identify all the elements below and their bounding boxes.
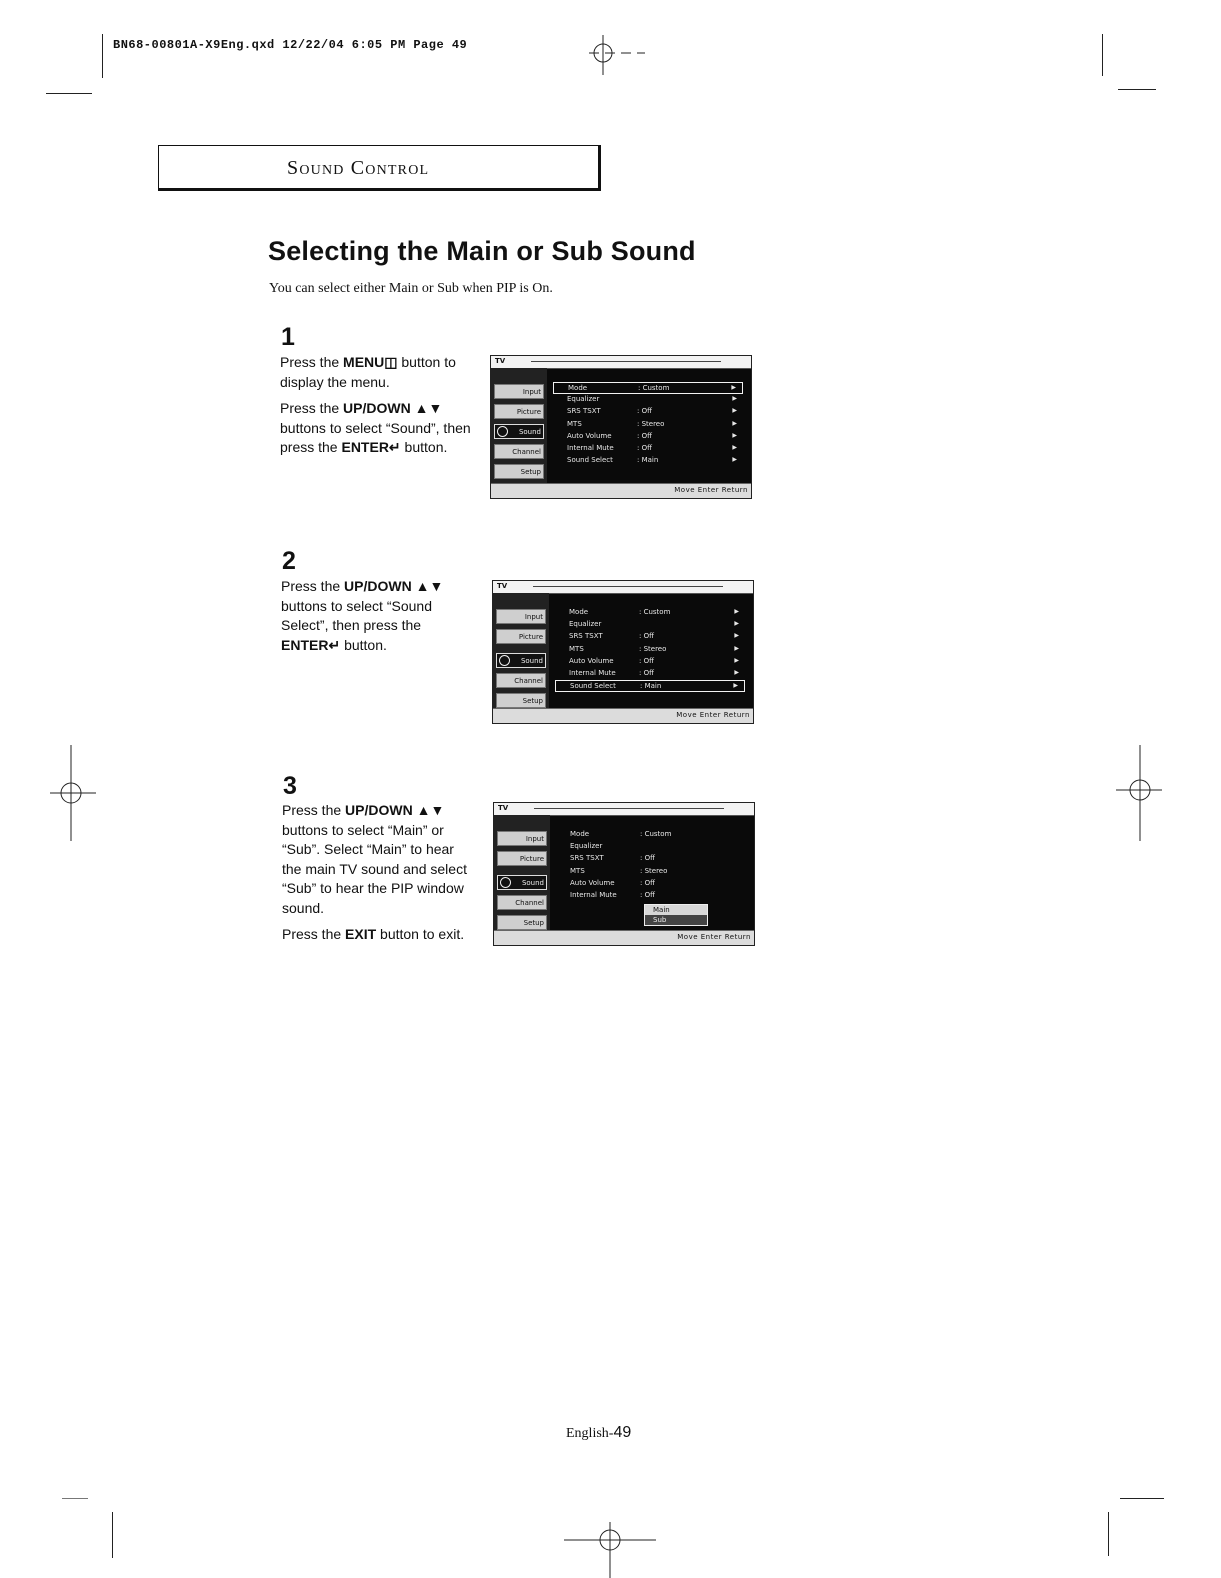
- popup-option-main: Main: [645, 905, 707, 915]
- osd-side-tabs: Input Picture Sound Channel Setup: [493, 593, 549, 709]
- osd-topbar-label: TV: [497, 582, 508, 590]
- arrow-right-icon: ▶: [732, 419, 737, 427]
- crop-mark: [112, 1512, 113, 1558]
- arrow-right-icon: ▶: [734, 620, 739, 628]
- registration-mark-icon: [560, 1522, 660, 1578]
- arrow-right-icon: ▶: [734, 668, 739, 676]
- arrow-right-icon: ▶: [732, 407, 737, 415]
- speaker-icon: [500, 877, 511, 888]
- crop-mark: [62, 1498, 88, 1499]
- arrow-right-icon: ▶: [734, 608, 739, 615]
- arrow-right-icon: ▶: [731, 384, 736, 391]
- osd-side-tabs: Input Picture Sound Channel Setup: [491, 368, 547, 484]
- intro-text: You can select either Main or Sub when PIP is On.: [269, 281, 553, 296]
- step-number: 1: [281, 323, 295, 351]
- sound-select-popup: [644, 904, 708, 926]
- osd-topbar-label: TV: [495, 357, 506, 365]
- arrow-right-icon: ▶: [734, 656, 739, 664]
- osd-topbar-label: TV: [498, 804, 509, 812]
- step-3-text: Press the UP/DOWN ▲▼ buttons to select “Main” or “Sub”. Select “Main” to hear the main TV sound and select “Sub” to hear the PIP window sound. Press the EXIT button to exit.: [282, 802, 467, 942]
- crop-mark: [102, 34, 103, 78]
- page-title: Selecting the Main or Sub Sound: [268, 236, 696, 266]
- osd-bottom-hint: Move Enter Return: [674, 486, 748, 494]
- arrow-right-icon: ▶: [732, 443, 737, 451]
- popup-option-sub: Sub: [645, 915, 707, 925]
- registration-mark-icon: [1114, 745, 1162, 841]
- crop-mark: [1108, 1512, 1109, 1556]
- print-slug: BN68-00801A-X9Eng.qxd 12/22/04 6:05 PM Page 49: [113, 38, 468, 52]
- step-1-text: Press the MENU◫ button to display the menu. Press the UP/DOWN ▲▼ buttons to select “Sound”, then press the ENTER↵ button.: [280, 354, 471, 455]
- crop-mark: [1120, 1498, 1164, 1499]
- arrow-right-icon: ▶: [732, 395, 737, 403]
- crop-mark: [1118, 89, 1156, 90]
- footer-page-number: 49: [613, 1424, 632, 1441]
- section-header-title: Sound Control: [287, 157, 430, 179]
- step-number: 2: [282, 547, 296, 575]
- crop-mark: [46, 93, 92, 94]
- osd-screenshot-2: TV Input Picture Sound Channel Setup Mode : Custom ▶ Equalizer ▶ SRS TSXT : Off ▶ MTS : Stereo ▶ Auto Volume : Off ▶ Internal Mute : Off ▶ Sound Select : Main ▶ Move Enter Return: [492, 580, 754, 724]
- step-2-text: Press the UP/DOWN ▲▼ buttons to select “Sound Select”, then press the ENTER↵ button.: [281, 578, 444, 653]
- crop-mark: [1102, 34, 1103, 76]
- osd-bottom-hint: Move Enter Return: [677, 933, 751, 941]
- step-number: 3: [283, 772, 297, 800]
- section-header: [158, 145, 601, 191]
- arrow-right-icon: ▶: [733, 682, 738, 690]
- page-footer: [566, 1424, 631, 1442]
- osd-bottom-hint: Move Enter Return: [676, 711, 750, 719]
- osd-screenshot-3: TV Input Picture Sound Channel Setup Mode : Custom Equalizer SRS TSXT : Off MTS : Stereo Auto Volume : Off Internal Mute : Off Main Sub Move Enter Return: [493, 802, 755, 946]
- footer-language: English-: [566, 1426, 614, 1441]
- registration-mark-icon: [585, 35, 625, 75]
- osd-side-tabs: Input Picture Sound Channel Setup: [494, 815, 550, 931]
- osd-screenshot-1: TV Input Picture Sound Channel Setup Mode : Custom ▶ Equalizer ▶ SRS TSXT : Off ▶ MTS : Stereo ▶ Auto Volume : Off ▶ Internal Mute : Off ▶ Sound Select : Main ▶ Move Enter Return: [490, 355, 752, 499]
- registration-mark-icon: [50, 745, 98, 841]
- arrow-right-icon: ▶: [734, 644, 739, 652]
- speaker-icon: [499, 655, 510, 666]
- speaker-icon: [497, 426, 508, 437]
- arrow-right-icon: ▶: [732, 456, 737, 464]
- arrow-right-icon: ▶: [734, 632, 739, 640]
- arrow-right-icon: ▶: [732, 431, 737, 439]
